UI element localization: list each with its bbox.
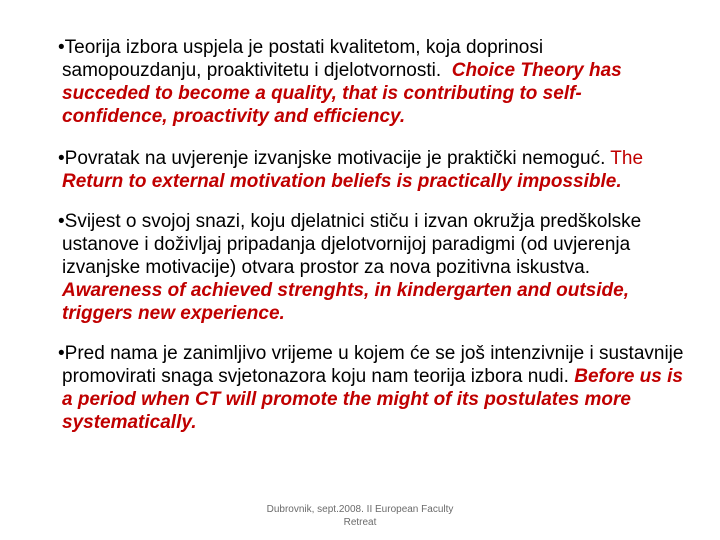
bullet-english-text: Choice Theory has succeded to become a quality, that is contributing to self-confidence, proactivity and efficiency. (62, 60, 622, 127)
bullet-native-text: Povratak na uvjerenje izvanjske motivacije je praktički nemoguć. (64, 148, 606, 169)
bullet-symbol: • (58, 343, 65, 364)
bullet-plain-english-text: The (610, 148, 644, 169)
bullet-native-text: Svijest o svojoj snazi, koju djelatnici stiču i izvan okružja predškolske ustanove i doživljaj pripadanja djelotvornijoj paradigmi (od uvjerenja izvanjske motivacije) otvara prostor za nova pozitivna iskustva. (62, 211, 642, 278)
bullet-item-2 (58, 147, 684, 193)
bullet-symbol: • (58, 211, 65, 232)
bullet-native-text: Teorija izbora uspjela je postati kvalitetom, koja doprinosi samopouzdanju, proaktivitetu i djelotvornosti. (62, 37, 544, 81)
bullet-item-3 (58, 210, 684, 325)
bullet-list (58, 36, 684, 451)
bullet-english-text: Before us is a period when CT will promote the might of its postulates more systematically. (62, 366, 683, 433)
bullet-symbol: • (58, 37, 65, 58)
bullet-english-text: Return to external motivation beliefs is practically impossible. (62, 171, 622, 192)
slide-footer (235, 503, 485, 529)
bullet-english-text: Awareness of achieved strenghts, in kindergarten and outside, triggers new experience. (62, 280, 629, 324)
bullet-item-4 (58, 342, 684, 434)
footer-line-1: Dubrovnik, sept.2008. II European Faculty (266, 504, 454, 515)
bullet-native-text: Pred nama je zanimljivo vrijeme u kojem će se još intenzivnije i sustavnije promovirati snaga svjetonazora koju nam teorija izbora nudi. (62, 343, 684, 387)
footer-line-2: Retreat (343, 517, 377, 528)
bullet-symbol: • (58, 148, 65, 169)
bullet-item-1 (58, 36, 684, 128)
